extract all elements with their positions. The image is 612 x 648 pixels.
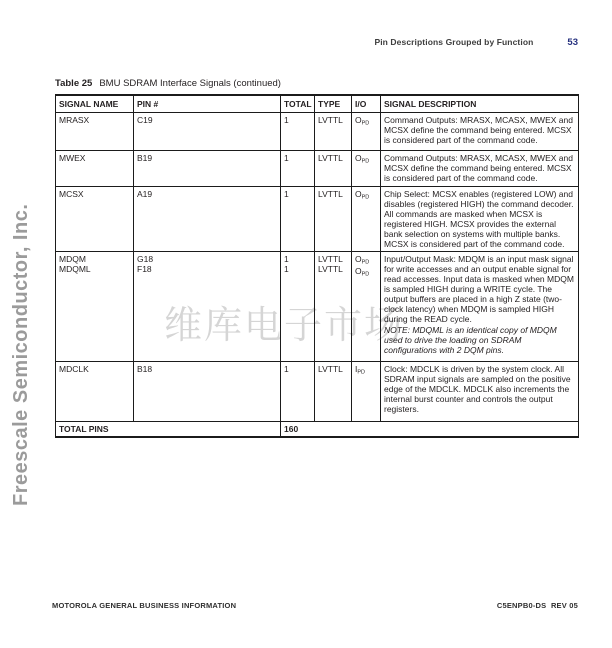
signal-name-cell: MWEX [56, 150, 134, 186]
page-footer [52, 601, 578, 610]
description-cell [381, 186, 579, 251]
table-header-row [56, 95, 579, 112]
description-cell [381, 150, 579, 186]
table-row [56, 251, 579, 361]
signal-name-cell: MRASX [56, 112, 134, 150]
total-cell: 1 [281, 150, 315, 186]
total-cell: 1 1 [281, 251, 315, 361]
description-cell [381, 112, 579, 150]
io-subscript: PD [361, 158, 370, 164]
total-pins-row [56, 421, 579, 437]
io-cell: $O_{PD}$ [352, 186, 381, 251]
table-row [56, 150, 579, 186]
io-subscript: PD [357, 369, 366, 376]
pin-cell: A19 [134, 186, 281, 251]
description-text: Command Outputs: MRASX, MCASX, MWEX and MCSX define the command being entered. MCSX is considered part of the command code. [384, 152, 573, 183]
table-caption-title: BMU SDRAM Interface Signals (continued) [99, 78, 281, 89]
io-subscript: PD [361, 194, 370, 200]
header-section-title: Pin Descriptions Grouped by Function [374, 37, 534, 47]
page-header [374, 37, 578, 48]
pin-cell: B18 [134, 361, 281, 421]
description-cell [381, 251, 579, 361]
io-cell: $I_{PD}$ [352, 361, 381, 421]
signal-name-cell: MDCLK [56, 361, 134, 421]
type-cell: LVTTL [315, 150, 352, 186]
signals-table-container [55, 94, 578, 438]
column-header-description: SIGNAL DESCRIPTION [381, 95, 579, 112]
footer-doc-number: C5ENPB0-DS REV 05 [496, 601, 578, 610]
description-text: Chip Select: MCSX enables (registered LOW) and disables (registered HIGH) the command decoder. All commands are masked when MCSX is registered HIGH. MCSX provides the external bank selection on systems with multiple banks. MCSX is considered part of the command code. [384, 188, 574, 249]
type-cell: LVTTL [315, 361, 352, 421]
table-caption-label: Table 25 [55, 78, 93, 89]
io-subscript: PD [361, 120, 370, 126]
pin-cell: C19 [134, 112, 281, 150]
column-header-type: TYPE [315, 95, 352, 112]
column-header-io: I/O [352, 95, 381, 112]
column-header-pin: PIN # [134, 95, 281, 112]
table-row [56, 112, 579, 150]
column-header-total: TOTAL [281, 95, 315, 112]
pin-cell: B19 [134, 150, 281, 186]
footer-classification: MOTOROLA GENERAL BUSINESS INFORMATION [52, 601, 237, 610]
total-cell: 1 [281, 186, 315, 251]
total-cell: 1 [281, 112, 315, 150]
table-row [56, 361, 579, 421]
watermark-text: 维库电子市场 [164, 303, 405, 347]
io-cell: $O_{PD}$ $O_{PD}$ [352, 251, 381, 361]
vertical-company-text: Freescale Semiconductor, Inc. [10, 203, 32, 506]
table-caption [55, 78, 281, 89]
description-text: Command Outputs: MRASX, MCASX, MWEX and MCSX define the command being entered. MCSX is considered part of the command code. [384, 114, 573, 145]
header-page-number: 53 [567, 37, 578, 48]
column-header-signal-name: SIGNAL NAME [56, 95, 134, 112]
table-row [56, 186, 579, 251]
signal-name-cell: MDQM MDQML [56, 251, 134, 361]
description-note: NOTE: MDQML is an identical copy of MDQM used to drive the loading on SDRAM configurations with 2 DQM pins. [384, 324, 557, 355]
description-text: Clock: MDCLK is driven by the system clock. All SDRAM input signals are sampled on the positive edge of the MDCLK. MDCLK also increments the internal burst counter and controls the output registers. [384, 363, 571, 414]
type-cell: LVTTL LVTTL [315, 251, 352, 361]
signal-name-cell: MCSX [56, 186, 134, 251]
total-pins-value: 160 [281, 421, 579, 437]
type-cell: LVTTL [315, 186, 352, 251]
io-cell: $O_{PD}$ [352, 112, 381, 150]
total-cell: 1 [281, 361, 315, 421]
signals-table [55, 94, 579, 438]
description-cell [381, 361, 579, 421]
total-pins-label: TOTAL PINS [56, 421, 281, 437]
type-cell: LVTTL [315, 112, 352, 150]
pin-cell: G18 F18 [134, 251, 281, 361]
io-subscript: PD [361, 259, 370, 266]
io-cell: $O_{PD}$ [352, 150, 381, 186]
io-subscript: PD [361, 271, 370, 278]
description-text: Input/Output Mask: MDQM is an input mask signal for write accesses and an output enable signal for read accesses. Input data is masked when MDQM is sampled HIGH during a WRITE cycle. The output buffers are placed in a high Z state (two-clock latency) when MDQM is sampled HIGH during the READ cycle. [384, 253, 574, 324]
